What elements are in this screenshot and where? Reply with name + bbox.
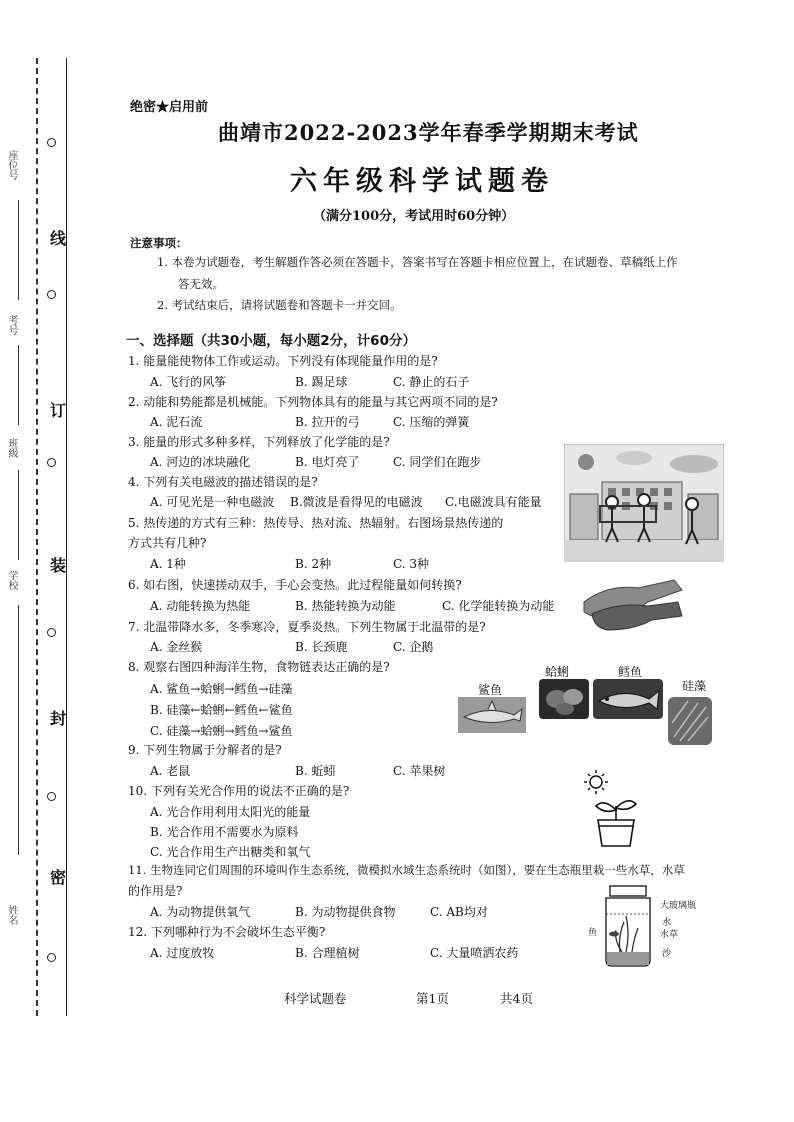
option: B. 踢足球 [295, 375, 348, 389]
clam-image [539, 679, 589, 719]
notes-heading: 注意事项： [130, 236, 188, 250]
option: C. AB均对 [430, 905, 488, 919]
note-item: 1. 本卷为试题卷，考生解题作答必须在答题卡，答案书写在答题卡相应位置上，在试题卷、草稿纸上作 [157, 255, 678, 269]
margin-label-school: 学校 [6, 570, 17, 590]
question-stem: 10. 下列有关光合作用的说法不正确的是? [128, 784, 350, 798]
question-stem: 12. 下列哪种行为不会破坏生态平衡? [128, 925, 326, 939]
footer-page: 第1页 [416, 991, 449, 1006]
question-stem: 5. 热传递的方式有三种：热传导、热对流、热辐射。右图场景热传递的 [128, 516, 504, 530]
margin-label-name: 姓名 [6, 905, 17, 925]
option: C. 静止的石子 [393, 375, 470, 389]
margin-circle [47, 138, 56, 147]
margin-circle [47, 458, 56, 467]
margin-label-seat: 座位号 [6, 150, 17, 180]
question-stem: 4. 下列有关电磁波的描述错误的是? [128, 475, 318, 489]
question-stem: 11. 生物连同它们周围的环境叫作生态系统，微模拟水域生态系统时（如图），要在生态瓶里栽一些水草，水草 [128, 863, 685, 877]
question-stem-cont: 的作用是? [128, 884, 183, 898]
shark-image [458, 697, 526, 733]
sea-label-cod: 鳕鱼 [618, 665, 643, 679]
option: C. 企鹅 [393, 640, 434, 654]
question-stem: 7. 北温带降水多，冬季寒冷，夏季炎热。下列生物属于北温带的是? [128, 620, 486, 634]
option: C.电磁波具有能量 [445, 495, 542, 509]
margin-circle [47, 792, 56, 801]
question-stem: 9. 下列生物属于分解者的是? [128, 743, 282, 757]
question-stem: 3. 能量的形式多种多样，下列释放了化学能的是? [128, 435, 390, 449]
option: B. 合理植树 [295, 946, 360, 960]
option: C. 光合作用生产出糖类和氧气 [150, 845, 311, 859]
margin-circle [47, 628, 56, 637]
margin-char-ding: 订 [50, 401, 67, 420]
option: C. 苹果树 [393, 764, 446, 778]
binding-dashed-line [36, 58, 38, 1016]
school-scene-figure [564, 444, 724, 562]
eco-bottle-figure [596, 880, 666, 970]
option: B. 光合作用不需要水为原料 [150, 825, 299, 839]
option: C. 硅藻→蛤蜊→鳕鱼→鲨鱼 [150, 724, 293, 738]
exam-title: 曲靖市2022-2023学年春季学期期末考试 [218, 120, 639, 145]
margin-label-class: 班级 [6, 438, 17, 458]
bottle-label-weed: 水草 [660, 930, 679, 940]
margin-blank [18, 605, 19, 855]
bottle-label-sand: 沙 [662, 949, 672, 959]
question-stem-cont: 方式共有几种? [128, 536, 207, 550]
question-stem: 2. 动能和势能都是机械能。下列物体具有的能量与其它两项不同的是? [128, 395, 498, 409]
note-item: 答无效。 [178, 277, 224, 291]
sea-label-shark: 鲨鱼 [478, 683, 503, 697]
option: A. 光合作用利用太阳光的能量 [150, 805, 311, 819]
score-note: （满分100分，考试用时60分钟） [313, 209, 515, 224]
margin-char-xian: 线 [50, 229, 67, 248]
bottle-label-water: 水 [662, 918, 672, 928]
footer-total: 共4页 [500, 991, 533, 1006]
rubbing-hands-figure [578, 572, 686, 634]
option: A. 动能转换为热能 [150, 599, 251, 613]
option: C. 化学能转换为动能 [442, 599, 555, 613]
margin-char-feng: 封 [50, 709, 67, 728]
option: B. 热能转换为动能 [295, 599, 396, 613]
option: C. 压缩的弹簧 [393, 415, 470, 429]
option: B. 2种 [295, 557, 332, 571]
option: B. 为动物提供食物 [295, 905, 396, 919]
margin-circle [47, 290, 56, 299]
option: A. 飞行的风筝 [150, 375, 227, 389]
option: A. 1种 [150, 557, 186, 571]
option: C. 同学们在跑步 [393, 455, 482, 469]
question-stem: 1. 能量能使物体工作或运动。下列没有体现能量作用的是? [128, 354, 438, 368]
plant-pot-figure [582, 768, 644, 852]
margin-char-mi: 密 [50, 868, 67, 887]
diatom-image [668, 697, 712, 745]
note-item: 2. 考试结束后，请将试题卷和答题卡一并交回。 [157, 298, 402, 312]
option: C. 3种 [393, 557, 430, 571]
question-stem: 6. 如右图，快速搓动双手，手心会变热。此过程能量如何转换? [128, 578, 462, 592]
option: B. 长颈鹿 [295, 640, 348, 654]
option: A. 为动物提供氧气 [150, 905, 251, 919]
secret-mark: 绝密★启用前 [130, 100, 209, 115]
footer-name: 科学试题卷 [284, 991, 347, 1006]
option: B. 蚯蚓 [295, 764, 336, 778]
margin-blank [18, 200, 19, 300]
option: A. 鲨鱼→蛤蜊→鳕鱼→硅藻 [150, 682, 293, 696]
paper-title: 六年级科学试题卷 [290, 166, 554, 197]
sea-label-diatom: 硅藻 [682, 679, 707, 693]
option: A. 可见光是一种电磁波 [150, 495, 275, 509]
sun-icon [584, 770, 608, 794]
cod-image [593, 679, 663, 719]
margin-char-zhuang: 装 [50, 556, 67, 575]
margin-blank [18, 345, 19, 425]
option: B. 拉开的弓 [295, 415, 360, 429]
option: B.微波是看得见的电磁波 [290, 495, 423, 509]
sea-label-clam: 蛤蜊 [545, 665, 570, 679]
option: A. 过度放牧 [150, 946, 215, 960]
option: C. 大量喷洒农药 [430, 946, 519, 960]
option: B. 硅藻←蛤蜊←鳕鱼←鲨鱼 [150, 703, 293, 717]
option: B. 电灯亮了 [295, 455, 360, 469]
sun-icon [578, 454, 594, 470]
option: A. 金丝猴 [150, 640, 203, 654]
margin-label-exam-number: 考号 [6, 315, 17, 335]
bottle-label-fish: 鱼 [588, 928, 598, 938]
option: A. 泥石流 [150, 415, 203, 429]
margin-blank [18, 470, 19, 560]
bottle-label-jar: 大玻璃瓶 [660, 901, 697, 911]
option: A. 老鼠 [150, 764, 191, 778]
option: A. 河边的冰块融化 [150, 455, 251, 469]
section-heading: 一、选择题（共30小题，每小题2分，计60分） [126, 333, 416, 349]
margin-circle [47, 953, 56, 962]
question-stem: 8. 观察右图四种海洋生物，食物链表达正确的是? [128, 660, 390, 674]
binding-solid-line [66, 58, 67, 1016]
